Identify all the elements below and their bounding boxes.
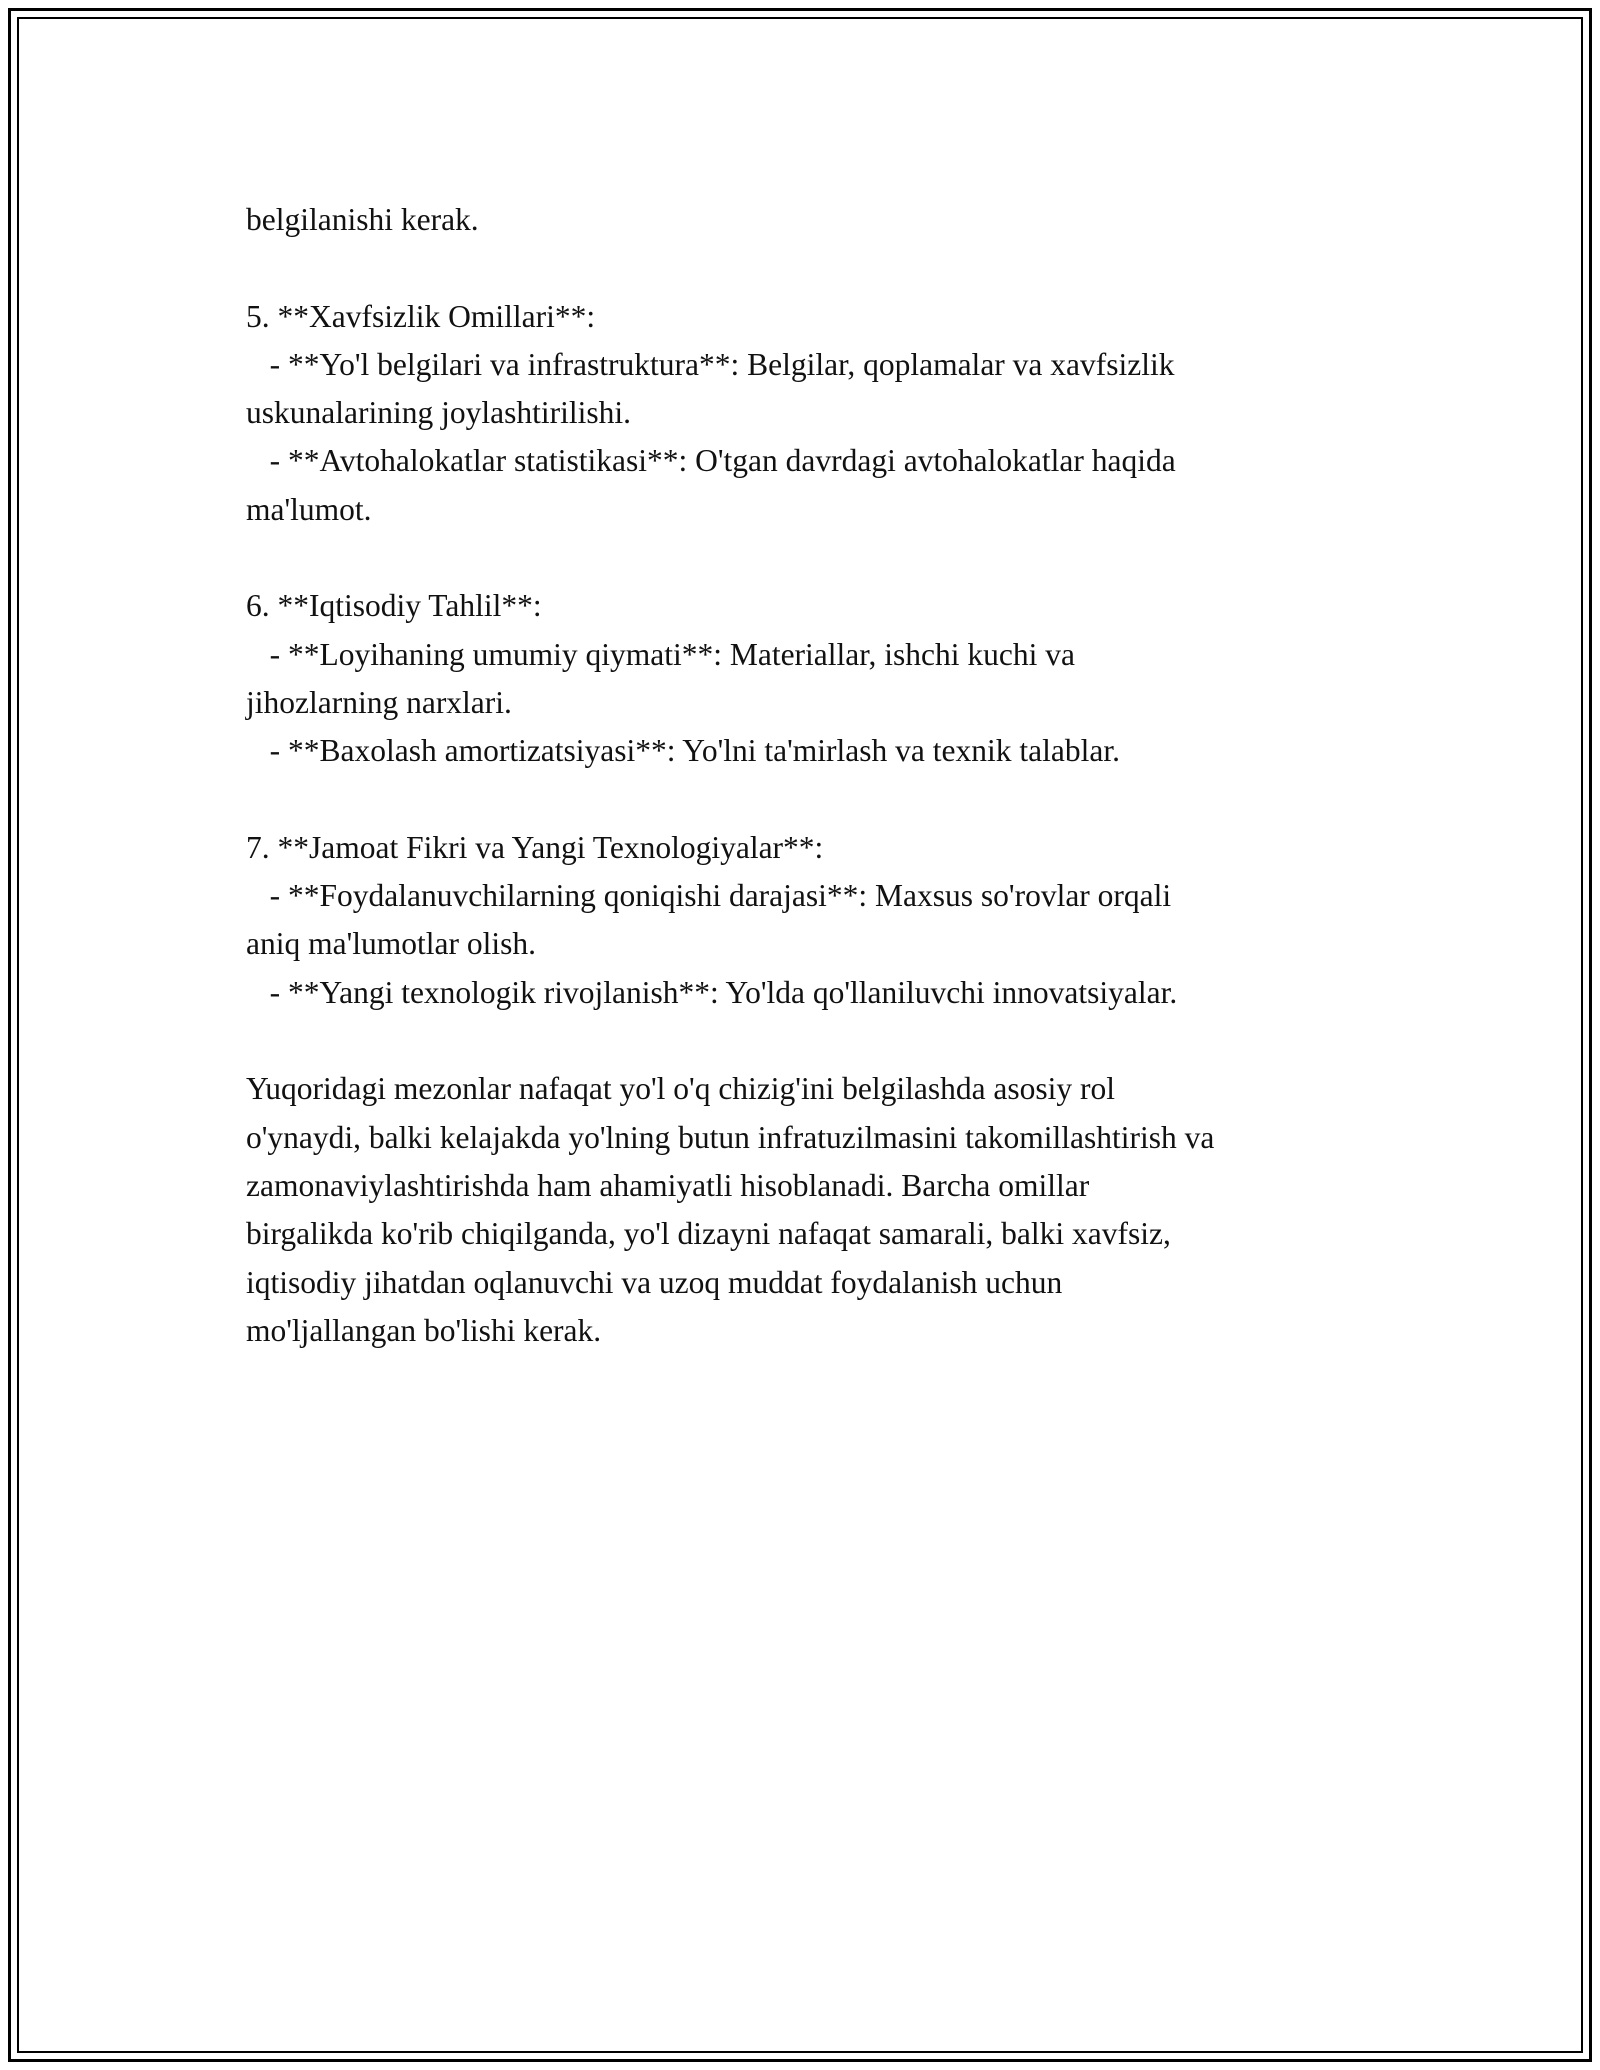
paragraph-gap [246, 776, 1396, 824]
section-line: jihozlarning narxlari. [246, 684, 512, 720]
page-content [246, 196, 1396, 1355]
section-heading: 5. **Xavfsizlik Omillari**: [246, 298, 596, 334]
section-line: - **Foydalanuvchilarning qoniqishi darajasi**: Maxsus so'rovlar orqali [246, 878, 1172, 914]
conclusion-line: mo'ljallangan bo'lishi kerak. [246, 1312, 602, 1348]
section-heading: 7. **Jamoat Fikri va Yangi Texnologiyalar**: [246, 829, 824, 865]
conclusion-line: Yuqoridagi mezonlar nafaqat yo'l o'q chizig'ini belgilashda asosiy rol [246, 1071, 1116, 1107]
intro-tail-line: belgilanishi kerak. [246, 202, 479, 237]
section-line: aniq ma'lumotlar olish. [246, 926, 537, 962]
conclusion-line: iqtisodiy jihatdan oqlanuvchi va uzoq muddat foydalanish uchun [246, 1264, 1063, 1300]
section-line: - **Avtohalokatlar statistikasi**: O'tgan davrdagi avtohalokatlar haqida [246, 443, 1176, 479]
page-frame [8, 8, 1592, 2062]
section-7 [246, 824, 1396, 1017]
conclusion-line: o'ynaydi, balki kelajakda yo'lning butun infratuzilmasini takomillashtirish va [246, 1119, 1215, 1155]
paragraph-gap [246, 244, 1396, 292]
conclusion-paragraph [246, 1065, 1396, 1355]
paragraph-gap [246, 534, 1396, 582]
section-line: uskunalarining joylashtirilishi. [246, 395, 631, 431]
section-6 [246, 582, 1396, 775]
conclusion-line: zamonaviylashtirishda ham ahamiyatli hisoblanadi. Barcha omillar [246, 1167, 1090, 1203]
section-line: - **Yo'l belgilari va infrastruktura**: Belgilar, qoplamalar va xavfsizlik [246, 346, 1175, 382]
section-heading: 6. **Iqtisodiy Tahlil**: [246, 588, 542, 624]
section-line: - **Loyihaning umumiy qiymati**: Materiallar, ishchi kuchi va [246, 636, 1075, 672]
paragraph-gap [246, 1017, 1396, 1065]
section-line: - **Yangi texnologik rivojlanish**: Yo'lda qo'llaniluvchi innovatsiyalar. [246, 974, 1178, 1010]
section-line: - **Baxolash amortizatsiyasi**: Yo'lni ta'mirlash va texnik talablar. [246, 733, 1120, 769]
conclusion-line: birgalikda ko'rib chiqilganda, yo'l dizayni nafaqat samarali, balki xavfsiz, [246, 1216, 1171, 1252]
section-line: ma'lumot. [246, 491, 372, 527]
section-5 [246, 293, 1396, 534]
